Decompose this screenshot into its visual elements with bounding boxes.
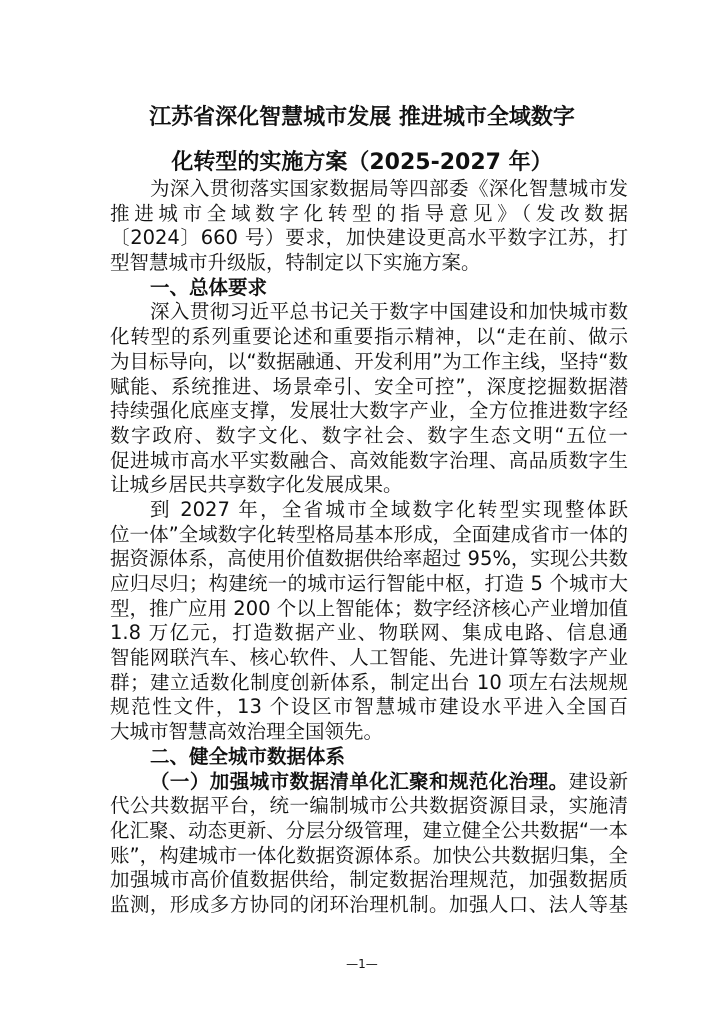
line-text: 监测，形成多方协同的闭环治理机制。加强人口、法人等基 <box>110 892 628 916</box>
line-text: 应归尽归；构建统一的城市运行智能中枢，打造 5 个城市大 <box>110 572 628 595</box>
text-line <box>110 300 628 325</box>
text-line <box>110 868 628 893</box>
line-text: 群；建立适数化制度创新体系，制定出台 10 项左右法规规 <box>110 670 628 694</box>
line-text: 建设新 <box>568 769 628 793</box>
line-text: 持续强化底座支撑，发展壮大数字产业，全方位推进数字经 <box>110 399 628 423</box>
line-text: 为目标导向，以“数据融通、开发利用”为工作主线，坚持“数 <box>110 349 628 373</box>
text-line <box>110 424 628 449</box>
line-text: 赋能、系统推进、场景牵引、安全可控”，深度挖掘数据潜 <box>110 374 628 398</box>
text-line <box>110 671 628 696</box>
line-text: 深入贯彻习近平总书记关于数字中国建设和加快城市数 <box>150 300 628 324</box>
text-line <box>110 770 628 795</box>
paragraph <box>110 498 628 745</box>
document-title-line-1: 江苏省深化智慧城市发展 推进城市全域数字 <box>149 105 575 130</box>
line-text: 加强城市高价值数据供给，制定数据治理规范，加强数据质 <box>110 868 628 892</box>
text-line <box>110 473 628 498</box>
text-line <box>110 202 628 227</box>
text-line <box>110 226 628 251</box>
document-body <box>110 177 628 918</box>
text-line <box>110 325 628 350</box>
section-heading <box>110 745 628 770</box>
line-text: 为深入贯彻落实国家数据局等四部委《深化智慧城市发 <box>150 177 628 200</box>
text-line <box>110 794 628 819</box>
text-line <box>110 621 628 646</box>
page-number: —1— <box>346 957 378 971</box>
text-line <box>110 844 628 869</box>
section-heading <box>110 276 628 301</box>
text-line <box>110 745 628 770</box>
text-line <box>110 819 628 844</box>
line-text: 〔2024〕660 号）要求，加快建设更高水平数字江苏，打 <box>110 226 628 250</box>
text-line <box>110 572 628 597</box>
text-line <box>110 276 628 301</box>
line-text: 让城乡居民共享数字化发展成果。 <box>110 473 403 497</box>
paragraph <box>110 177 628 276</box>
line-text: 化转型的系列重要论述和重要指示精神，以“走在前、做示 <box>110 325 628 349</box>
document-title-line-2: 化转型的实施方案（2025-2027 年） <box>171 150 553 175</box>
text-line <box>110 375 628 400</box>
line-text: 二、健全城市数据体系 <box>150 744 346 768</box>
line-text: 推进城市全域数字化转型的指导意见》（发改数据 <box>110 201 628 225</box>
line-text: 智能网联汽车、核心软件、人工智能、先进计算等数字产业 <box>110 646 628 670</box>
line-text: 位一体”全域数字化转型格局基本形成，全面建成省市一体的 <box>110 522 628 546</box>
line-text: 1.8 万亿元，打造数据产业、物联网、集成电路、信息通 <box>110 621 628 645</box>
text-line <box>110 646 628 671</box>
text-line <box>110 498 628 523</box>
line-text: 型智慧城市升级版，特制定以下实施方案。 <box>110 251 481 275</box>
text-line <box>110 695 628 720</box>
text-line <box>110 597 628 622</box>
text-line <box>110 893 628 918</box>
paragraph <box>110 300 628 498</box>
line-text: 大城市智慧高效治理全国领先。 <box>110 720 384 744</box>
text-line <box>110 547 628 572</box>
line-text: 代公共数据平台，统一编制城市公共数据资源目录，实施清 <box>110 794 628 818</box>
line-text: 促进城市高水平实数融合、高效能数字治理、高品质数字生 <box>110 448 628 472</box>
text-line <box>110 449 628 474</box>
line-text: 账”，构建城市一体化数据资源体系。加快公共数据归集，全 <box>110 843 628 867</box>
text-line <box>110 523 628 548</box>
text-line <box>110 350 628 375</box>
line-text: 化汇聚、动态更新、分层分级管理，建立健全公共数据“一本 <box>110 818 628 842</box>
text-line <box>110 251 628 276</box>
paragraph <box>110 770 628 918</box>
line-text: 数字政府、数字文化、数字社会、数字生态文明“五位一 <box>110 423 628 447</box>
subsection-heading: （一）加强城市数据清单化汇聚和规范化治理。 <box>150 769 569 793</box>
line-text: 型，推广应用 200 个以上智能体；数字经济核心产业增加值 <box>110 596 628 620</box>
text-line <box>110 720 628 745</box>
line-text: 据资源体系，高使用价值数据供给率超过 95%，实现公共数 <box>110 547 628 571</box>
line-text: 到 2027 年，全省城市全域数字化转型实现整体跃 <box>150 497 628 521</box>
line-text: 规范性文件，13 个设区市智慧城市建设水平进入全国百 <box>110 695 628 719</box>
line-text: 一、总体要求 <box>150 275 268 299</box>
text-line <box>110 399 628 424</box>
text-line <box>110 177 628 202</box>
